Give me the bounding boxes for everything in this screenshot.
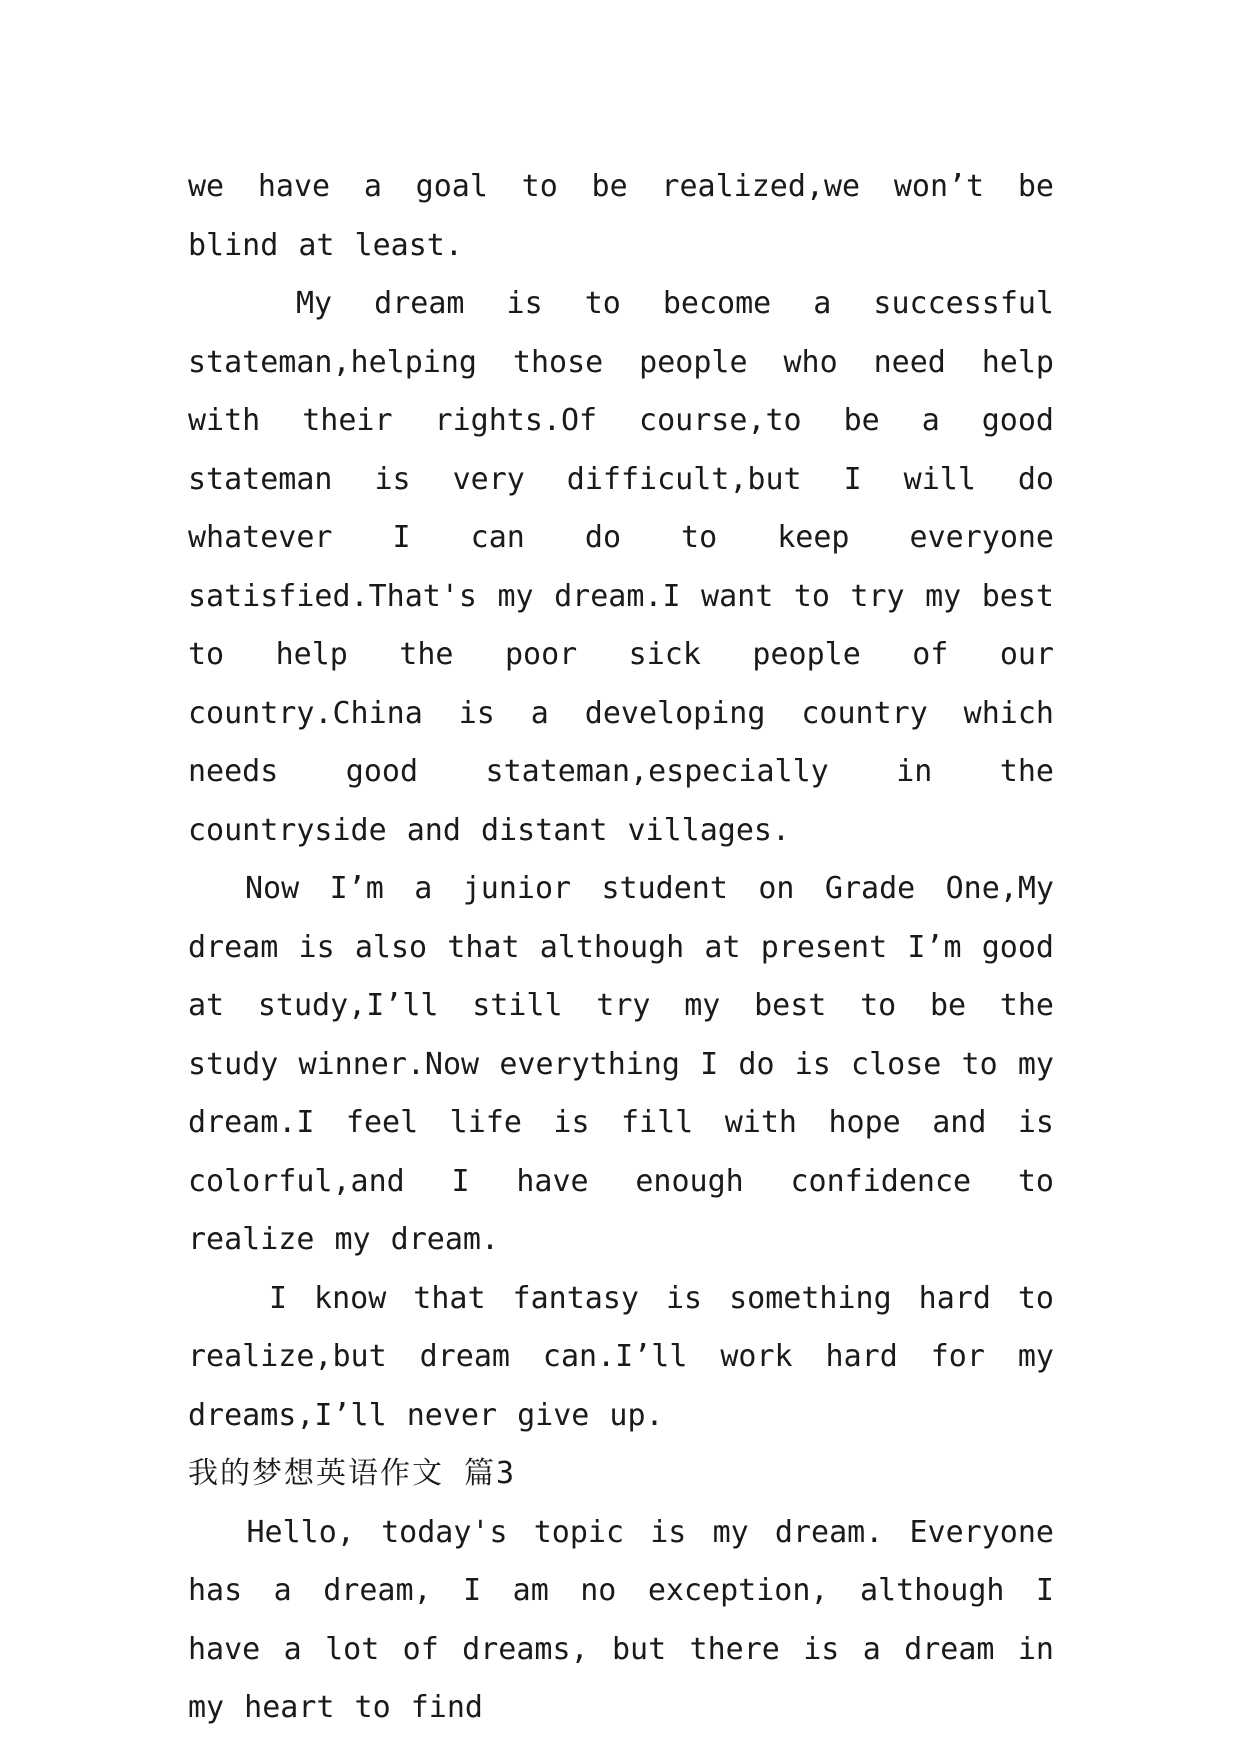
paragraph-hello-topic: Hello, today's topic is my dream. Everyone has a dream, I am no exception, although I have a lot of dreams, but there is a dream in my heart to find — [188, 1514, 1054, 1725]
paragraph-fantasy: I know that fantasy is something hard to realize,but dream can.I’ll work hard for my dreams,I’ll never give up. — [188, 1280, 1054, 1433]
paragraph-junior-student: Now I’m a junior student on Grade One,My dream is also that although at present I’m good at study,I’ll still try my best to be the study winner.Now everything I do is close to my dream.I feel life is fill with hope and is colorful,and I have enough confidence to realize my dream. — [188, 871, 1054, 1257]
paragraph-dream-stateman: My dream is to become a successful stateman,helping those people who need help with their rights.Of course,to be a good stateman is very difficult,but I will do whatever I can do to keep everyone satisfied.That's my dream.I want to try my best to help the poor sick people of our country.China is a developing country which needs good stateman,especially in the countryside and distant villages. — [188, 286, 1054, 848]
section-heading: 我的梦想英语作文 篇3 — [188, 1456, 517, 1491]
paragraph-continuation: we have a goal to be realized,we won’t be blind at least. — [188, 169, 1054, 263]
document-page — [188, 158, 1054, 1738]
